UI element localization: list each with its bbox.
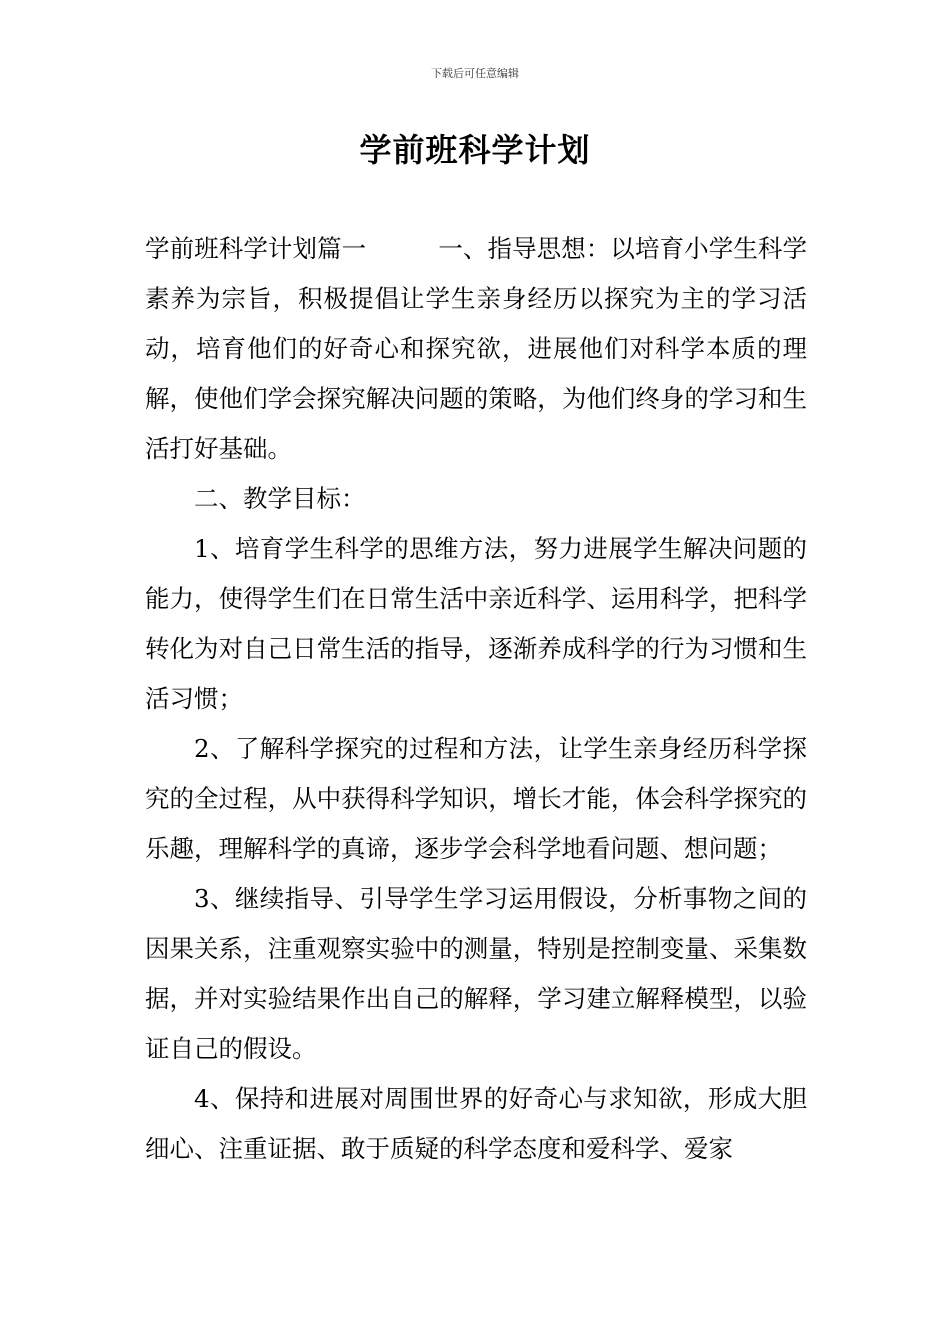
- paragraph-goal-1: 1、培育学生科学的思维方法，努力进展学生解决问题的能力，使得学生们在日常生活中亲近科学、运用科学，把科学转化为对自己日常生活的指导，逐渐养成科学的行为习惯和生活习惯；: [145, 534, 807, 713]
- intro-text: 一、指导思想：以培育小学生科学素养为宗旨，积极提倡让学生亲身经历以探究为主的学习活动，培育他们的好奇心和探究欲，进展他们对科学本质的理解，使他们学会探究解决问题的策略，为他们终身的学习和生活打好基础。: [145, 234, 807, 463]
- header-note: 下载后可任意编辑: [431, 67, 519, 80]
- document-title: 学前班科学计划: [359, 131, 591, 169]
- paragraph-goal-2: 2、了解科学探究的过程和方法，让学生亲身经历科学探究的全过程，从中获得科学知识，增长才能，体会科学探究的乐趣，理解科学的真谛，逐步学会科学地看问题、想问题；: [145, 734, 807, 863]
- paragraph-goal-3: 3、继续指导、引导学生学习运用假设，分析事物之间的因果关系，注重观察实验中的测量，特别是控制变量、采集数据，并对实验结果作出自己的解释，学习建立解释模型，以验证自己的假设。: [145, 884, 807, 1063]
- document-body: [145, 224, 807, 1174]
- paragraph-teaching-goals: 二、教学目标：: [194, 484, 366, 513]
- intro-paragraph: [145, 224, 807, 474]
- paragraph-goal-4: 4、保持和进展对周围世界的好奇心与求知欲，形成大胆细心、注重证据、敢于质疑的科学态度和爱科学、爱家: [145, 1084, 807, 1163]
- section-label: 学前班科学计划篇一: [145, 234, 367, 263]
